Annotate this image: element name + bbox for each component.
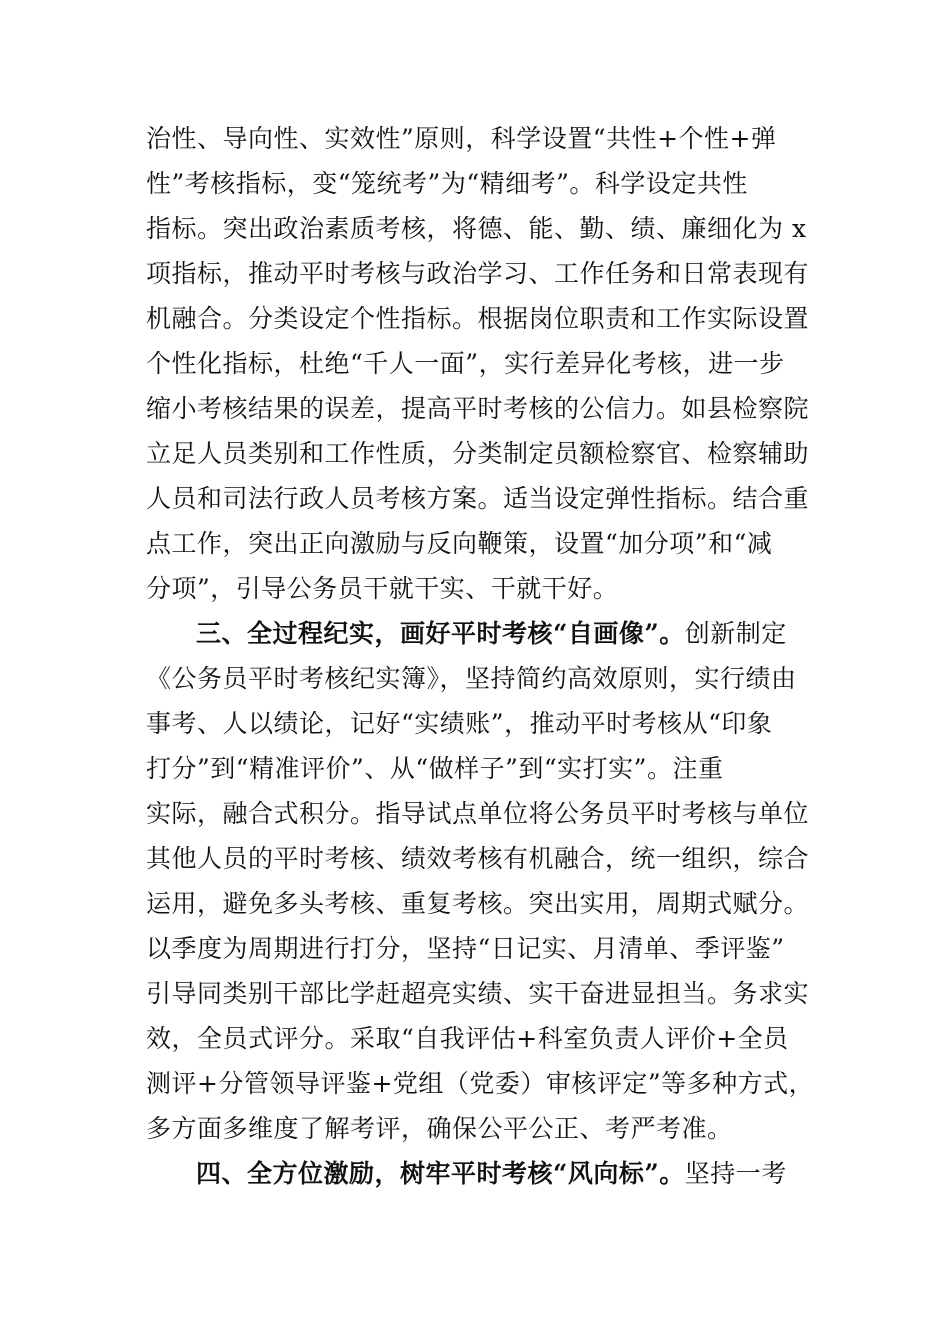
text-line: 个性化指标，杜绝“千人一面”，实行差异化考核，进一步 bbox=[146, 349, 785, 378]
text-line: 点工作，突出正向激励与反向鞭策，设置“加分项”和“减 bbox=[146, 529, 773, 558]
paragraph-text: 坚持一考 bbox=[684, 1159, 787, 1188]
text-line: 项指标，推动平时考核与政治学习、工作任务和日常表现有 bbox=[146, 259, 810, 288]
text-line: 《公务员平时考核纪实簿》，坚持简约高效原则，实行绩由 bbox=[146, 664, 797, 693]
text-line: 其他人员的平时考核、绩效考核有机融合，统一组织，综合 bbox=[146, 844, 810, 873]
text-line: 缩小考核结果的误差，提高平时考核的公信力。如县检察院 bbox=[146, 394, 810, 423]
text-line: 事考、人以绩论，记好“实绩账”，推动平时考核从“印象 bbox=[146, 709, 773, 738]
text-line: 性”考核指标，变“笼统考”为“精细考”。科学设定共性 bbox=[146, 169, 748, 198]
text-line: 人员和司法行政人员考核方案。适当设定弹性指标。结合重 bbox=[146, 484, 810, 513]
section-four-line bbox=[196, 1152, 816, 1196]
text-line: 分项”，引导公务员干就干实、干就干好。 bbox=[146, 574, 619, 603]
text-line: 实际，融合式积分。指导试点单位将公务员平时考核与单位 bbox=[146, 799, 810, 828]
text-line: 引导同类别干部比学赶超亮实绩、实干奋进显担当。务求实 bbox=[146, 979, 810, 1008]
text-line: 测评+分管领导评鉴+党组（党委）审核评定”等多种方式， bbox=[146, 1069, 815, 1098]
text-line: 打分”到“精准评价”、从“做样子”到“实打实”。注重 bbox=[146, 754, 724, 783]
text-line: 治性、导向性、实效性”原则，科学设置“共性+个性+弹 bbox=[146, 124, 777, 153]
paragraph-text: 创新制定 bbox=[684, 619, 787, 648]
text-line: 多方面多维度了解考评，确保公平公正、考严考准。 bbox=[146, 1114, 733, 1143]
text-line: 机融合。分类设定个性指标。根据岗位职责和工作实际设置 bbox=[146, 304, 810, 333]
text-line: 运用，避免多头考核、重复考核。突出实用，周期式赋分。 bbox=[146, 889, 810, 918]
text-line: 以季度为周期进行打分，坚持“日记实、月清单、季评鉴” bbox=[146, 934, 785, 963]
text-line: 立足人员类别和工作性质，分类制定员额检察官、检察辅助 bbox=[146, 439, 810, 468]
text-line: 效，全员式评分。采取“自我评估+科室负责人评价+全员 bbox=[146, 1024, 789, 1053]
section-heading: 三、全过程纪实，画好平时考核“自画像”。 bbox=[196, 619, 685, 648]
section-three-line bbox=[196, 612, 816, 656]
section-heading: 四、全方位激励，树牢平时考核“风向标”。 bbox=[196, 1159, 685, 1188]
text-line: 指标。突出政治素质考核，将德、能、勤、绩、廉细化为 x bbox=[146, 214, 807, 243]
